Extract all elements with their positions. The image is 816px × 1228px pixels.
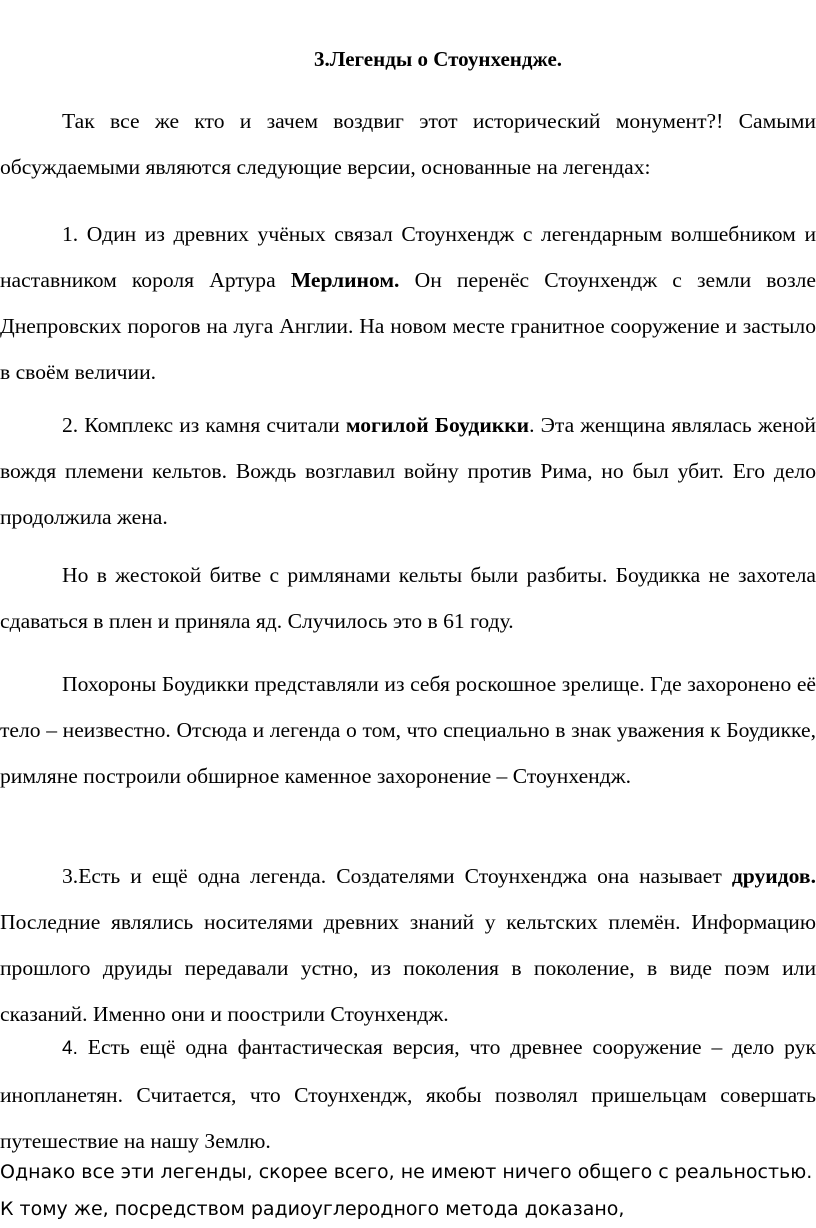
merlin-bold: Мерлином.: [290, 268, 400, 292]
legend-3-text-end: Последние являлись носителями древних знаний у кельтских племён. Информацию прошлого друиды передавали устно, из поколения в поколение, в виде поэм или сказаний. Именно они и поострили Стоунхендж.: [0, 910, 816, 1026]
conclusion-paragraph: Однако все эти легенды, скорее всего, не имеют ничего общего с реальностью. К тому же, посредством радиоуглеродного метода доказано,: [0, 1161, 813, 1220]
boudicca-grave-bold: могилой Боудикки: [345, 413, 530, 437]
legend-2-text-start: 2. Комплекс из камня считали: [62, 413, 346, 437]
legend-4-paragraph: [0, 1024, 816, 1164]
legend-4-number: 4.: [62, 1038, 78, 1059]
legend-2-paragraph: [0, 402, 816, 540]
battle-paragraph: Но в жестокой битве с римлянами кельты были разбиты. Боудикка не захотела сдаваться в плен и приняла яд. Случилось это в 61 году.: [0, 563, 816, 633]
legend-4-text: Есть ещё одна фантастическая версия, что древнее сооружение – дело рук инопланетян. Считается, что Стоунхендж, якобы позволял пришельцам совершать путешествие на нашу Землю.: [0, 1035, 816, 1153]
legend-1-paragraph: [0, 211, 816, 395]
legend-3-text-start: 3.Есть и ещё одна легенда. Создателями Стоунхенджа она называет: [62, 864, 732, 888]
intro-paragraph: Так все же кто и зачем воздвиг этот исторический монумент?! Самыми обсуждаемыми являются следующие версии, основанные на легендах:: [0, 109, 816, 179]
funeral-paragraph: Похороны Боудикки представляли из себя роскошное зрелище. Где захоронено её тело – неизвестно. Отсюда и легенда о том, что специально в знак уважения к Боудикке, римляне построили обширное каменное захоронение – Стоунхендж.: [0, 672, 816, 788]
legend-3-paragraph: [0, 853, 816, 1037]
legend-2-text-end: . Эта женщина являлась женой вождя племени кельтов. Вождь возглавил войну против Рима, но был убит. Его дело продолжила жена.: [0, 413, 816, 529]
document-title: 3.Легенды о Стоунхендже.: [313, 47, 563, 71]
legend-1-text-end: Он перенёс Стоунхендж с земли возле Днепровских порогов на луга Англии. На новом месте гранитное сооружение и застыло в своём величии.: [0, 268, 816, 384]
druids-bold: друидов.: [731, 864, 816, 888]
legend-1-text-start: 1. Один из древних учёных связал Стоунхендж с легендарным волшебником и наставником короля Артура: [0, 222, 816, 292]
